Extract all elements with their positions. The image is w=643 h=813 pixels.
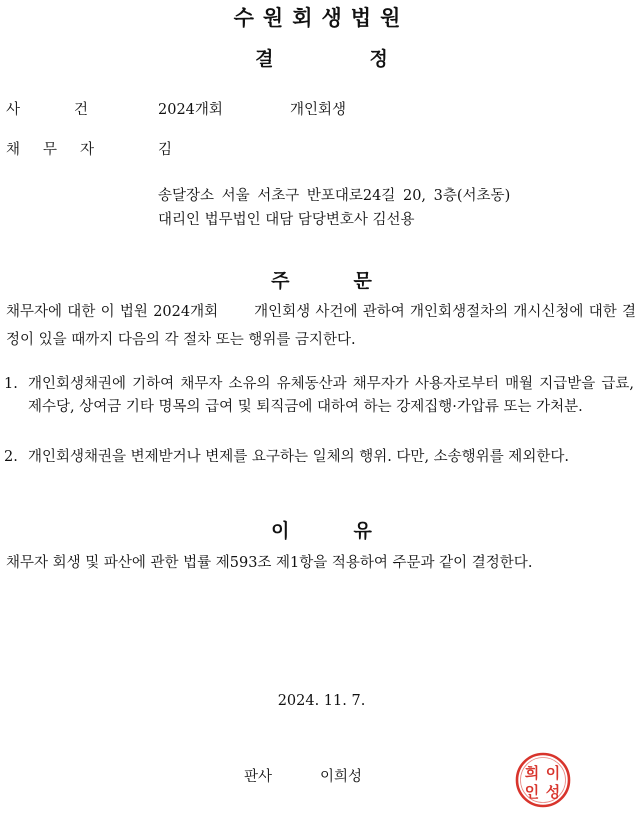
- svg-text:이: 이: [545, 764, 561, 782]
- case-type: 개인회생: [290, 102, 347, 118]
- svg-text:성: 성: [545, 783, 561, 801]
- debtor-name: 김: [158, 142, 173, 158]
- court-name: 수원회생법원: [233, 6, 410, 30]
- legal-agent: 대리인 법무법인 대담 담당변호사 김선용: [158, 212, 415, 228]
- list-item: 1. 개인회생채권에 기하여 채무자 소유의 유체동산과 채무자가 사용자로부터 매월 지급받을 급료, 제수당, 상여금 기타 명목의 급여 및 퇴직금에 대하여 하는 강제집행·가압류 또는 가처분.: [4, 376, 634, 415]
- judge-title: 판사: [244, 769, 273, 785]
- case-number: 2024개회: [158, 102, 223, 118]
- svg-text:인: 인: [524, 783, 540, 801]
- svg-text:희: 희: [524, 764, 540, 782]
- decision-date: 2024. 11. 7.: [277, 693, 366, 709]
- case-label: 사건: [6, 102, 89, 118]
- judge-name: 이희성: [320, 769, 363, 785]
- document-title: 결 정: [255, 48, 388, 70]
- list-item: 2. 개인회생채권을 변제받거나 변제를 요구하는 일체의 행위. 다만, 소송행위를 제외한다.: [4, 449, 569, 465]
- reason-text: 채무자 회생 및 파산에 관한 법률 제593조 제1항을 적용하여 주문과 같이 결정한다.: [6, 555, 533, 571]
- debtor-label: 채무자: [6, 142, 95, 158]
- reason-heading: 이 유: [271, 520, 372, 542]
- service-address: 송달장소 서울 서초구 반포대로24길 20, 3층(서초동): [158, 188, 511, 204]
- judge-seal-icon: [515, 752, 571, 808]
- order-heading: 주 문: [271, 270, 372, 292]
- order-text: 채무자에 대한 이 법원 2024개회 개인회생 사건에 관하여 개인회생절차의 개시신청에 대한 결정이 있을 때까지 다음의 각 절차 또는 행위를 금지한다.: [6, 304, 637, 348]
